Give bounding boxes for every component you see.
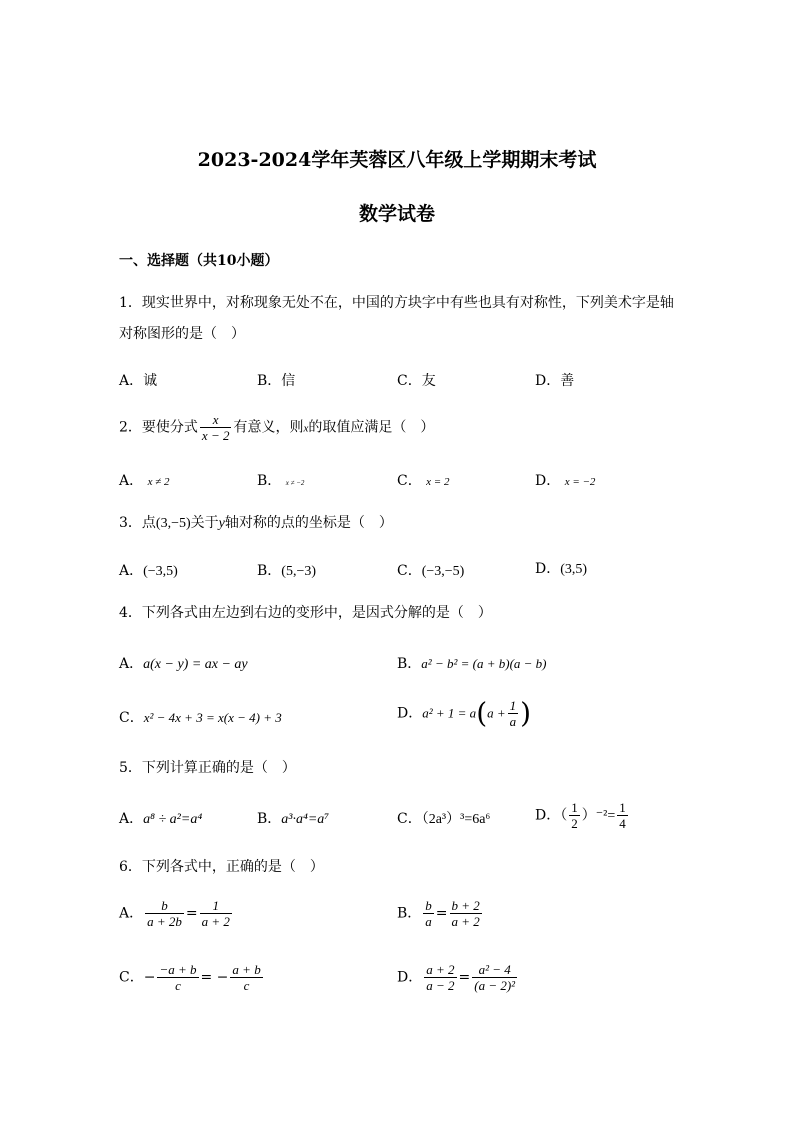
q2-option-a-expr: x ≠ 2 xyxy=(147,476,170,488)
q2-stem xyxy=(119,412,434,443)
q4-option-a xyxy=(119,653,248,673)
q2-option-a xyxy=(119,470,170,490)
q6-option-d: D． $\frac{a + 2}{a - 2}$ = $\frac{\text{a² − 4}}{\text{(a − 2)²}}$ xyxy=(397,962,516,993)
q5-option-c-expr: （2a³）³=6a⁶ xyxy=(421,812,491,827)
q3-stem-mid: 关于 xyxy=(190,515,219,531)
q3-option-b-expr: (5,−3) xyxy=(281,564,317,579)
q3-option-a-label: A． xyxy=(119,563,144,579)
q6-option-c-right xyxy=(230,962,262,993)
q4-option-c xyxy=(119,707,282,727)
q2-option-c-label: C． xyxy=(397,473,422,489)
q4-option-b xyxy=(397,653,547,673)
q2-var: x xyxy=(303,422,309,435)
q6-option-d-right-num: a² − 4 xyxy=(472,962,517,978)
q1-option-d: D．善 xyxy=(535,373,575,389)
q5-option-d-exponent: ）⁻²= xyxy=(581,808,616,824)
q5-option-d-base-fraction xyxy=(569,800,580,831)
q2-option-d-label: D． xyxy=(535,473,561,489)
q4-option-c-expr: x² − 4x + 3 = x(x − 4) + 3 xyxy=(143,710,282,725)
q5-option-d xyxy=(535,800,630,831)
q6-option-b-right-num: b + 2 xyxy=(451,898,480,913)
q5-option-c-label: C． xyxy=(397,811,422,827)
q2-option-c xyxy=(397,470,449,490)
q6-stem: 6．下列各式中，正确的是（ ） xyxy=(119,859,324,875)
q4-option-c-label: C． xyxy=(119,710,144,726)
q6-option-d-right-den: (a − 2)² xyxy=(474,978,516,993)
q5-option-b xyxy=(257,808,329,828)
q6-option-c-label: C． xyxy=(119,969,144,986)
q5-stem: 5．下列计算正确的是（ ） xyxy=(119,760,296,776)
q3-stem-pre: 3．点 xyxy=(119,515,156,531)
q3-option-a-expr: (−3,5) xyxy=(143,564,178,579)
q1-stem-line1: 1．现实世界中，对称现象无处不在，中国的方块字中有些也具有对称性，下列美术字是轴 xyxy=(119,295,674,311)
q2-option-c-expr: x = 2 xyxy=(426,476,450,488)
q3-option-d-expr: (3,5) xyxy=(560,562,588,577)
q4-option-d-inner: a + xyxy=(487,705,506,721)
q6-option-b-left-num: b xyxy=(425,898,432,913)
q3-axis: y xyxy=(218,516,225,531)
q2-frac-den: x − 2 xyxy=(201,428,230,443)
q2-stem-pre: 2．要使分式 xyxy=(119,419,198,436)
q5-option-d-result-num: 1 xyxy=(619,800,626,815)
q6-option-c-right-num: a + b xyxy=(232,962,261,977)
q4-stem: 4．下列各式由左边到右边的变形中，是因式分解的是（ ） xyxy=(119,605,492,621)
q6-option-d-left xyxy=(424,962,456,993)
q6-option-a-label: A． xyxy=(119,905,144,922)
q4-option-a-expr: a(x − y) = ax − ay xyxy=(143,657,248,672)
q4-option-d-frac-num: 1 xyxy=(509,698,517,713)
q2-frac-num: x xyxy=(200,412,232,428)
q5-option-d-base-den: 2 xyxy=(571,816,578,831)
q6-option-c-left-den: c xyxy=(175,978,181,993)
q6-option-a-left-den: a + 2b xyxy=(147,914,182,929)
q6-option-a-right-den: a + 2 xyxy=(201,914,230,929)
q6-option-c-left-num: −a + b xyxy=(159,962,197,977)
q2-option-b xyxy=(257,470,304,490)
q4-option-d xyxy=(397,698,531,729)
q6-option-d-left-num: a + 2 xyxy=(426,962,455,977)
q1-stem-line2: 对称图形的是（ ） xyxy=(119,326,245,342)
q5-option-d-result-den: 4 xyxy=(619,816,626,831)
q5-option-d-result-fraction xyxy=(617,800,628,831)
q6-option-b-left xyxy=(423,898,434,929)
q4-option-a-label: A． xyxy=(119,656,144,672)
q5-option-d-base-num: 1 xyxy=(571,800,578,815)
q6-option-b-right xyxy=(450,898,482,929)
q3-point: (3,−5) xyxy=(155,516,191,531)
q2-option-b-label: B． xyxy=(257,473,282,489)
q6-option-c-right-den: c xyxy=(243,978,250,993)
q6-option-b-label: B． xyxy=(397,905,422,922)
q3-option-b xyxy=(257,560,316,580)
q2-stem-post: 的取值应满足（ ） xyxy=(308,419,435,436)
q6-option-b: B． $\frac{b}{a}$ = $\frac{b + 2}{a + 2}$ xyxy=(397,898,480,929)
q5-option-a-label: A． xyxy=(119,811,144,827)
q4-option-d-pre: a² + 1 = a xyxy=(422,705,477,721)
q4-option-d-fraction xyxy=(508,698,519,729)
q6-option-b-right-den: a + 2 xyxy=(451,914,480,929)
q3-option-a xyxy=(119,560,178,580)
q2-option-d-expr: x = −2 xyxy=(564,476,596,488)
q1-option-b: B．信 xyxy=(257,373,296,389)
q1-option-c: C．友 xyxy=(397,373,436,389)
q4-option-d-lparen: ( xyxy=(476,696,488,730)
q5-option-b-label: B． xyxy=(257,811,282,827)
q2-option-d xyxy=(535,470,595,490)
q3-option-c-expr: (−3,−5) xyxy=(421,564,465,579)
q1-option-a: A．诚 xyxy=(119,373,158,389)
q4-option-b-expr: a² − b² = (a + b)(a − b) xyxy=(421,656,547,671)
q4-option-b-label: B． xyxy=(397,656,422,672)
q6-option-a-right-num: 1 xyxy=(200,898,232,914)
q6-option-d-label: D． xyxy=(397,969,423,986)
q6-option-c-left xyxy=(157,962,198,993)
q4-option-d-frac-den: a xyxy=(509,714,517,729)
q3-option-d xyxy=(535,558,587,578)
q4-option-d-rparen: ) xyxy=(520,696,532,730)
q2-option-b-expr: x ≠ −2 xyxy=(285,479,305,487)
q6-option-b-left-den: a xyxy=(425,914,432,929)
q5-option-d-lparen: （ xyxy=(560,807,568,824)
q3-stem-post: 轴对称的点的坐标是（ ） xyxy=(224,515,393,531)
q3-option-d-label: D． xyxy=(535,561,561,577)
q3-option-c xyxy=(397,560,464,580)
q6-option-a-left-num: b xyxy=(145,898,184,914)
q6-option-d-left-den: a − 2 xyxy=(426,978,455,993)
exam-title: 2023-2024学年芙蓉区八年级上学期期末考试 xyxy=(197,149,597,171)
q2-option-a-label: A． xyxy=(119,473,144,489)
q5-option-c xyxy=(397,808,490,828)
q3-option-c-label: C． xyxy=(397,563,422,579)
q6-option-d-right xyxy=(472,962,517,993)
q5-option-a-expr: a⁸ ÷ a²=a⁴ xyxy=(143,812,203,827)
q5-option-a xyxy=(119,808,202,828)
q5-option-b-expr: a³·a⁴=a⁷ xyxy=(281,812,330,827)
q6-option-a-right xyxy=(200,898,232,929)
q6-option-a: A． $\frac{b}{a + 2b}$ = $\frac{1}{a + 2}$ xyxy=(119,898,230,929)
section-heading: 一、选择题（共10小题） xyxy=(119,253,279,269)
q2-fraction xyxy=(200,412,232,443)
q3-option-b-label: B． xyxy=(257,563,282,579)
q3-stem xyxy=(119,513,393,534)
q4-option-d-label: D． xyxy=(397,705,423,722)
q6-option-c: C．− $\frac{-a + b}{c}$ = − $\frac{a + b}{c}$ xyxy=(119,962,261,993)
q2-stem-mid: 有意义，则 xyxy=(233,419,304,436)
q5-option-d-label: D． xyxy=(535,807,561,824)
q6-option-a-left xyxy=(145,898,184,929)
exam-subtitle: 数学试卷 xyxy=(358,203,435,225)
